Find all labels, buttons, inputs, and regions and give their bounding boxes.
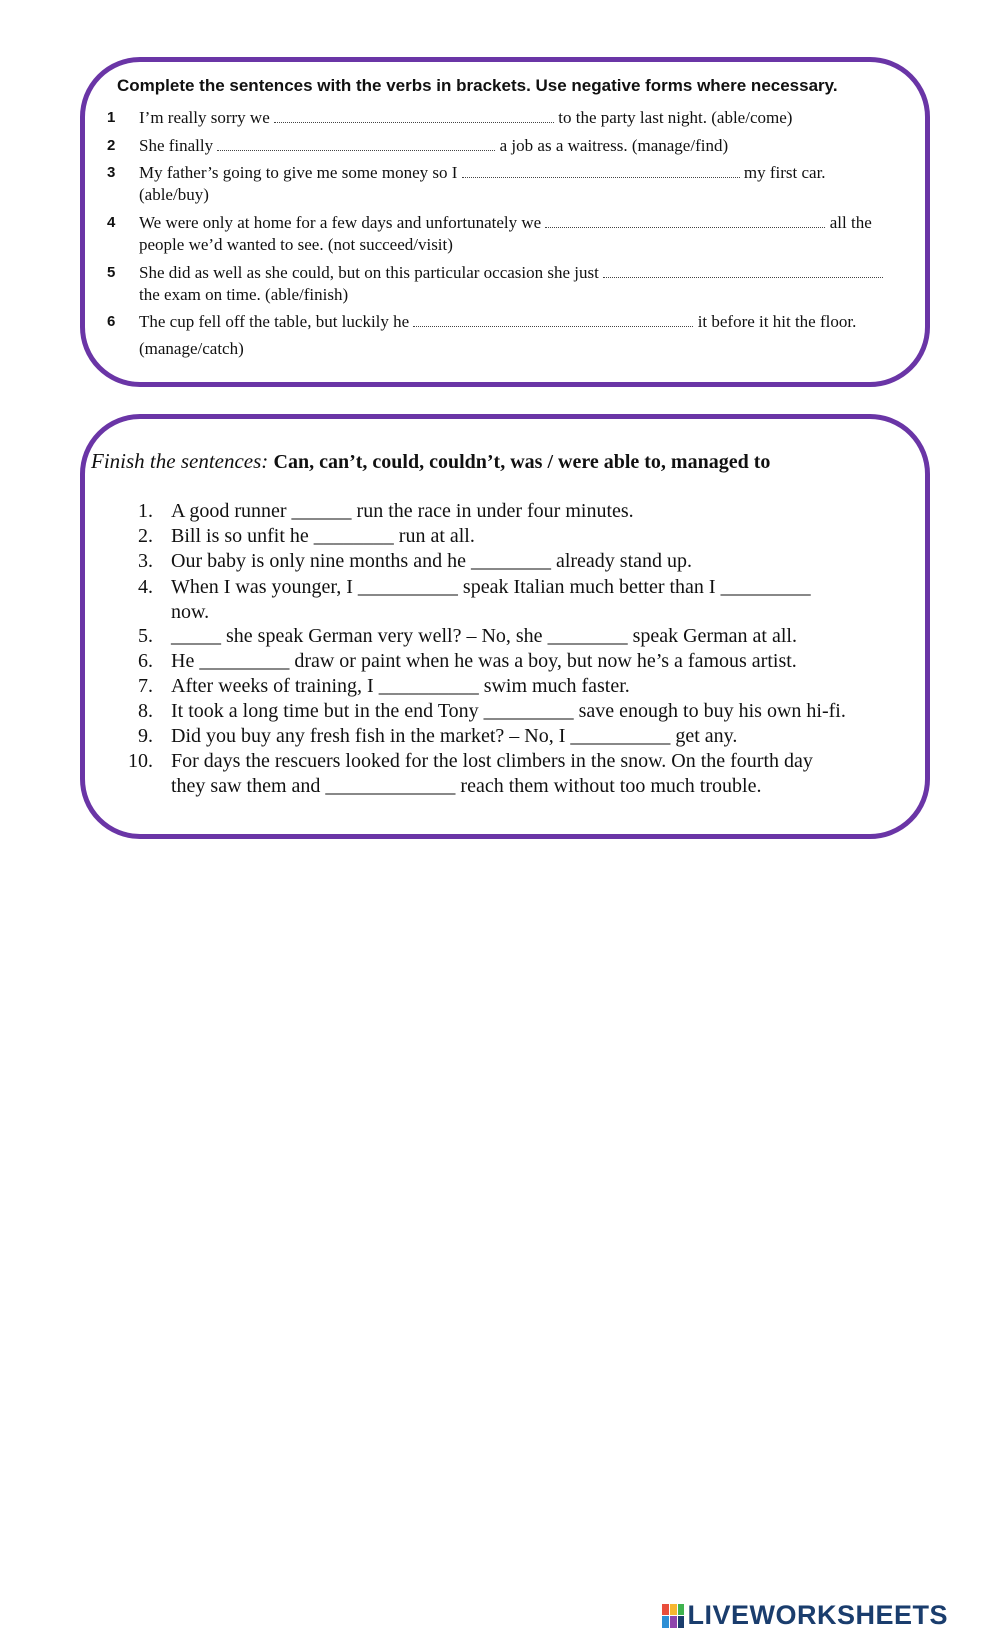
exercise-1-item-1: 1 I’m really sorry we to the party last night. (able/come) — [107, 108, 793, 127]
logo-square — [662, 1616, 669, 1628]
exercise-2-item-4: 4. When I was younger, I __________ speak Italian much better than I _________ now. — [138, 576, 811, 623]
exercise-1-item-3: 3 My father’s going to give me some money so I my first car. (able/buy) — [107, 163, 826, 204]
exercise-2-item-10: 10. For days the rescuers looked for the lost climbers in the snow. On the fourth day they saw them and _____________ reach them without too much trouble. — [128, 750, 813, 797]
exercise-2-item-1: 1. A good runner ______ run the race in under four minutes. — [138, 500, 634, 522]
exercise-1-item-2: 2 She finally a job as a waitress. (manage/find) — [107, 136, 729, 155]
exercise-1-item-5: 5 She did as well as she could, but on this particular occasion she just the exam on time. (able/finish) — [107, 262, 897, 306]
exercise-1-item-4: 4 We were only at home for a few days and unfortunately we all the people we’d wanted to see. (not succeed/visit) — [107, 213, 872, 254]
exercise-2-item-9: 9. Did you buy any fresh fish in the market? – No, I __________ get any. — [138, 725, 738, 747]
logo-square — [678, 1616, 685, 1628]
logo-square — [670, 1604, 677, 1616]
exercise-2-item-8: 8. It took a long time but in the end Tony _________ save enough to buy his own hi-fi. — [138, 700, 846, 722]
exercise-2-item-2: 2. Bill is so unfit he ________ run at all. — [138, 525, 475, 547]
liveworksheets-logo[interactable] — [662, 1600, 948, 1631]
answer-blank[interactable] — [545, 213, 825, 228]
exercise-2-item-3: 3. Our baby is only nine months and he ________ already stand up. — [138, 550, 693, 572]
answer-blank[interactable] — [274, 108, 554, 123]
exercise-2-item-6: 6. He _________ draw or paint when he was a boy, but now he’s a famous artist. — [138, 650, 797, 672]
exercise-1-title: Complete the sentences with the verbs in brackets. Use negative forms where necessary. — [117, 76, 838, 95]
exercise-2-item-5: 5. _____ she speak German very well? – No, she ________ speak German at all. — [138, 625, 797, 647]
logo-square — [662, 1604, 669, 1616]
logo-text: LIVEWORKSHEETS — [687, 1600, 948, 1630]
liveworksheets-logo-icon — [662, 1604, 684, 1628]
answer-blank[interactable] — [462, 163, 740, 178]
exercise-1-item-6: 6 The cup fell off the table, but luckily he it before it hit the floor. (manage/catch) — [107, 312, 857, 358]
answer-blank[interactable] — [603, 263, 883, 278]
logo-square — [678, 1604, 685, 1616]
answer-blank[interactable] — [217, 136, 495, 151]
logo-square — [670, 1616, 677, 1628]
exercise-2-title: Finish the sentences: Can, can’t, could, couldn’t, was / were able to, managed to — [91, 449, 771, 473]
exercise-1-box — [80, 57, 930, 387]
exercise-2-item-7: 7. After weeks of training, I __________ swim much faster. — [138, 675, 630, 697]
exercise-2-box — [80, 414, 930, 839]
answer-blank[interactable] — [413, 312, 693, 327]
